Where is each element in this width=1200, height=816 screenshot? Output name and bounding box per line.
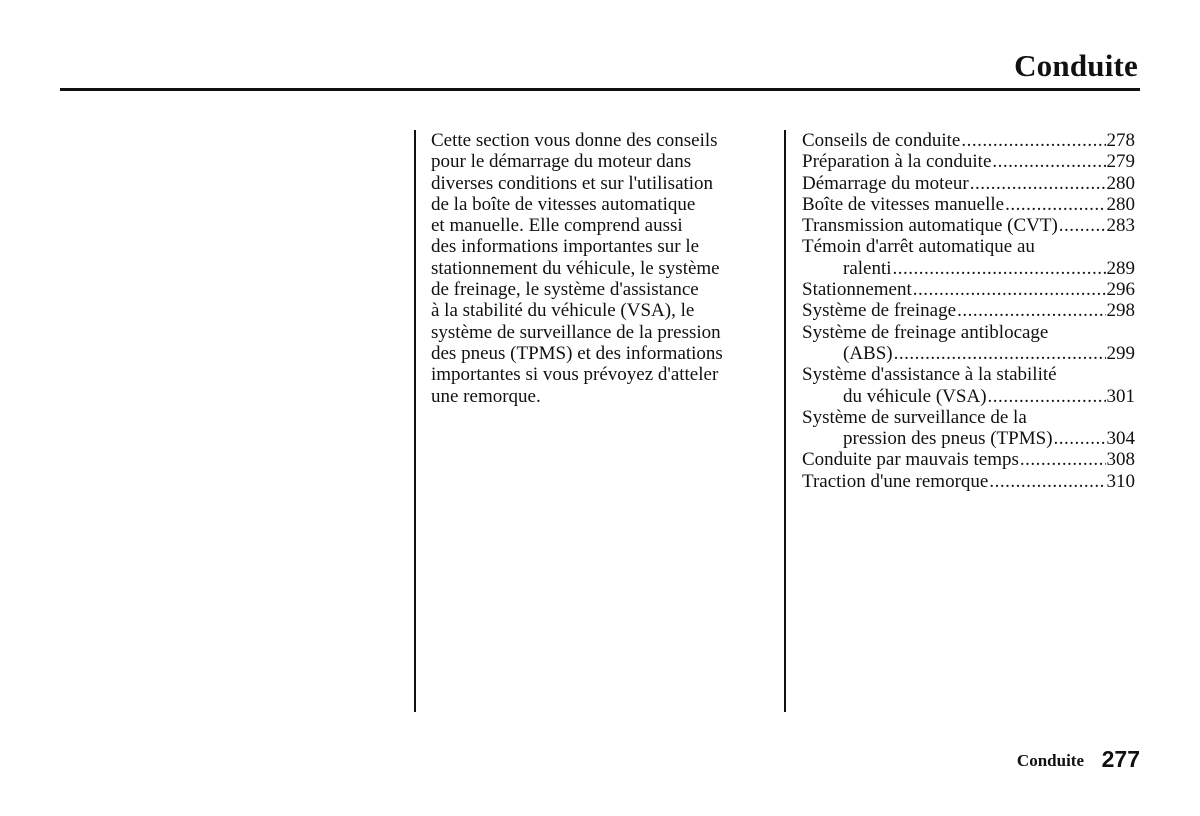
toc-entry-page: 279 xyxy=(1106,151,1135,173)
toc-entry-label: Boîte de vitesses manuelle xyxy=(802,193,1005,215)
toc-entry-label-line1[interactable]: Système d'assistance à la stabilité xyxy=(802,364,1057,386)
toc-entry-label-line1[interactable]: Système de freinage antiblocage xyxy=(802,321,1049,343)
title-rule xyxy=(60,88,1140,91)
toc-leader-dots xyxy=(989,471,1105,492)
toc-entry[interactable] xyxy=(802,428,1135,449)
toc-entry[interactable] xyxy=(802,449,1135,470)
toc-leader-dots xyxy=(988,386,1106,407)
left-column-rule xyxy=(414,130,416,712)
toc-entry-page: 298 xyxy=(1106,300,1135,322)
toc-entry[interactable] xyxy=(802,343,1135,364)
toc-entry[interactable] xyxy=(802,130,1135,151)
toc-entry-page: 296 xyxy=(1106,279,1135,301)
toc-entry-label: du véhicule (VSA) xyxy=(843,385,987,407)
footer-section-label: Conduite xyxy=(1016,751,1084,770)
toc-entry-label: ralenti xyxy=(843,257,892,279)
toc-entry-page: 289 xyxy=(1106,257,1135,279)
toc-entry-page: 280 xyxy=(1106,193,1135,215)
toc-leader-dots xyxy=(970,173,1106,194)
toc-entry-label: Conseils de conduite xyxy=(802,130,961,151)
toc-entry-label-line1[interactable]: Système de surveillance de la xyxy=(802,406,1027,428)
toc-entry[interactable] xyxy=(802,386,1135,407)
toc-entry-label: Système de freinage xyxy=(802,300,957,322)
toc-leader-dots xyxy=(894,343,1106,364)
toc-entry[interactable] xyxy=(802,258,1135,279)
toc-leader-dots xyxy=(1020,449,1106,470)
toc-entry[interactable] xyxy=(802,215,1135,236)
right-column-rule xyxy=(784,130,786,712)
toc-entry-label: Stationnement xyxy=(802,279,912,301)
toc-leader-dots xyxy=(992,151,1105,172)
toc-entry-page: 283 xyxy=(1106,215,1135,237)
toc-leader-dots xyxy=(961,130,1105,151)
intro-paragraph: Cette section vous donne des conseils pour le démarrage du moteur dans diverses conditions et sur l'utilisation de la boîte de vitesses automatique et manuelle. Elle comprend aussi des informations importantes sur le stationnement du véhicule, le système de freinage, le système d'assistance à la stabilité du véhicule (VSA), le système de surveillance de la pression des pneus (TPMS) et des informations importantes si vous prévoyez d'atteler une remorque. xyxy=(431,130,723,407)
toc-leader-dots xyxy=(893,258,1106,279)
toc-entry-page: 301 xyxy=(1106,385,1135,407)
toc-leader-dots xyxy=(1059,215,1106,236)
table-of-contents xyxy=(802,130,1135,492)
toc-leader-dots xyxy=(913,279,1106,300)
toc-entry-label-line1[interactable]: Témoin d'arrêt automatique au xyxy=(802,236,1035,258)
toc-entry-label: pression des pneus (TPMS) xyxy=(843,428,1053,450)
toc-entry[interactable] xyxy=(802,300,1135,321)
toc-entry[interactable] xyxy=(802,194,1135,215)
toc-entry[interactable] xyxy=(802,151,1135,172)
toc-entry-page: 299 xyxy=(1106,342,1135,364)
toc-entry-label: (ABS) xyxy=(843,342,893,364)
toc-leader-dots xyxy=(957,300,1105,321)
toc-entry-label: Préparation à la conduite xyxy=(802,151,992,173)
toc-entry-label: Traction d'une remorque xyxy=(802,470,989,492)
toc-entry-label: Démarrage du moteur xyxy=(802,172,969,194)
toc-entry-label: Transmission automatique (CVT) xyxy=(802,215,1058,237)
toc-entry-page: 310 xyxy=(1106,470,1135,492)
toc-entry-page: 280 xyxy=(1106,172,1135,194)
footer-page-number: 277 xyxy=(1101,746,1140,772)
toc-entry[interactable] xyxy=(802,173,1135,194)
toc-entry-page: 304 xyxy=(1106,428,1135,450)
page-title: Conduite xyxy=(1014,48,1138,83)
toc-entry[interactable] xyxy=(802,279,1135,300)
toc-leader-dots xyxy=(1005,194,1105,215)
toc-entry-page: 308 xyxy=(1106,449,1135,471)
toc-entry-label: Conduite par mauvais temps xyxy=(802,449,1019,471)
toc-entry-page: 278 xyxy=(1106,130,1135,151)
toc-leader-dots xyxy=(1054,428,1106,449)
toc-entry[interactable] xyxy=(802,471,1135,492)
